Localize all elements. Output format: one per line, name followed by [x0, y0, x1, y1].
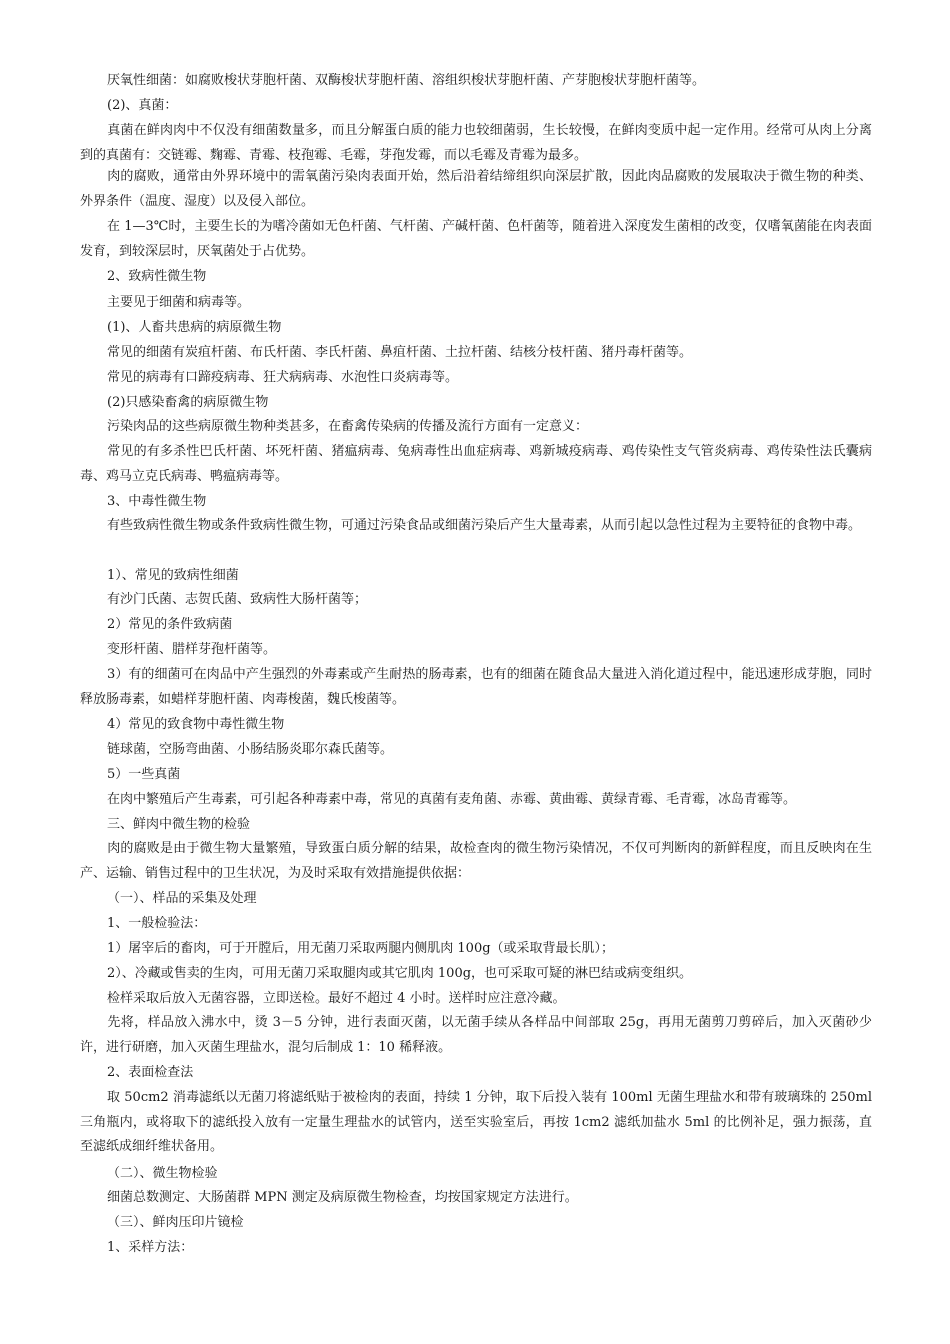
paragraph — [80, 1011, 872, 1060]
text-line: 检样采取后放入无菌容器，立即送检。最好不超过 4 小时。送样时应注意冷藏。 — [107, 991, 566, 1006]
section-heading: 1、采样方法： — [107, 1240, 194, 1255]
text-line: 在肉中繁殖后产生毒素，可引起各种毒素中毒，常见的真菌有麦角菌、赤霉、黄曲霉、黄绿青霉、毛青霉，冰岛青霉等。 — [107, 792, 797, 807]
section-heading: （二）、微生物检验 — [107, 1166, 218, 1181]
text-line: 厌氧性细菌：如腐败梭状芽胞杆菌、双酶梭状芽胞杆菌、溶组织梭状芽胞杆菌、产芽胞梭状芽胞杆菌等。 — [107, 73, 706, 88]
paragraph-text: 肉的腐败是由于微生物大量繁殖，导致蛋白质分解的结果，故检查肉的微生物污染情况，不仅可判断肉的新鲜程度，而且反映肉在生产、运输、销售过程中的卫生状况，为及时采取有效措施提供依据： — [80, 841, 872, 881]
paragraph-text: 常见的有多杀性巴氏杆菌、坏死杆菌、猪瘟病毒、兔病毒性出血症病毒、鸡新城疫病毒、鸡传染性支气管炎病毒、鸡传染性法氏囊病毒、鸡马立克氏病毒、鸭瘟病毒等。 — [80, 444, 872, 484]
section-heading: 4）常见的致食物中毒性微生物 — [107, 717, 285, 732]
paragraph — [80, 119, 872, 168]
text-line: 常见的病毒有口蹄疫病毒、狂犬病病毒、水泡性口炎病毒等。 — [107, 370, 459, 385]
section-heading: 1）、常见的致病性细菌 — [107, 568, 239, 583]
paragraph-text: 有些致病性微生物或条件致病性微生物，可通过污染食品或细菌污染后产生大量毒素，从而引起以急性过程为主要特征的食物中毒。 — [107, 518, 862, 533]
paragraph-text: 3）有的细菌可在肉品中产生强烈的外毒素或产生耐热的肠毒素，也有的细菌在随食品大量进入消化道过程中，能迅速形成芽胞，同时释放肠毒素，如蜡样芽胞杆菌、肉毒梭菌，魏氏梭菌等。 — [80, 667, 872, 707]
section-heading: (2)只感染畜禽的病原微生物 — [107, 395, 269, 410]
paragraph — [80, 514, 872, 539]
section-heading: 三、鲜肉中微生物的检验 — [107, 817, 251, 832]
section-heading: 5）一些真菌 — [107, 767, 181, 782]
section-heading: （一）、样品的采集及处理 — [107, 891, 257, 906]
section-heading: (2)、真菌： — [107, 98, 178, 113]
section-heading: 1、一般检验法： — [107, 916, 207, 931]
paragraph-text: 真菌在鲜肉肉中不仅没有细菌数量多，而且分解蛋白质的能力也较细菌弱，生长较慢，在鲜肉变质中起一定作用。经常可从肉上分离到的真菌有：交链霉、麴霉、青霉、枝孢霉、毛霉，芽孢发霉，而以毛霉及青霉为最多。 — [80, 123, 872, 163]
paragraph — [80, 165, 872, 214]
paragraph — [80, 440, 872, 489]
paragraph-text: 肉的腐败，通常由外界环境中的需氧菌污染肉表面开始，然后沿着结缔组织向深层扩散，因此肉品腐败的发展取决于微生物的种类、外界条件（温度、湿度）以及侵入部位。 — [80, 169, 872, 209]
paragraph — [80, 1086, 872, 1160]
text-line: 2）、冷藏或售卖的生肉，可用无菌刀采取腿肉或其它肌肉 100g，也可采取可疑的淋巴结或病变组织。 — [107, 966, 693, 981]
section-heading: 2、表面检查法 — [107, 1065, 194, 1080]
section-heading: 2）常见的条件致病菌 — [107, 617, 233, 632]
text-line: 主要见于细菌和病毒等。 — [107, 295, 251, 310]
text-line: 细菌总数测定、大肠菌群 MPN 测定及病原微生物检查，均按国家规定方法进行。 — [107, 1190, 578, 1205]
section-heading: （三）、鲜肉压印片镜检 — [107, 1215, 244, 1230]
paragraph-text: 先将，样品放入沸水中，烫 3－5 分钟，进行表面灭菌，以无菌手续从各样品中间部取 25g，再用无菌剪刀剪碎后，加入灭菌砂少许，进行研磨，加入灭菌生理盐水，混匀后制成 1：10 稀释液。 — [80, 1015, 872, 1055]
text-line: 有沙门氏菌、志贺氏菌、致病性大肠杆菌等； — [107, 592, 368, 607]
section-heading: 3、中毒性微生物 — [107, 494, 207, 509]
text-line: 常见的细菌有炭疽杆菌、布氏杆菌、李氏杆菌、鼻疽杆菌、土拉杆菌、结核分枝杆菌、猪丹毒杆菌等。 — [107, 345, 693, 360]
paragraph — [80, 663, 872, 712]
text-line: 1）屠宰后的畜肉，可于开膛后，用无菌刀采取两腿内侧肌肉 100g（或采取背最长肌）； — [107, 941, 615, 956]
text-line: 污染肉品的这些病原微生物种类甚多，在畜禽传染病的传播及流行方面有一定意义： — [107, 419, 589, 434]
paragraph — [80, 837, 872, 886]
section-heading: (1)、人畜共患病的病原微生物 — [107, 320, 282, 335]
paragraph — [80, 215, 872, 264]
text-line: 变形杆菌、腊样芽孢杆菌等。 — [107, 642, 277, 657]
section-heading: 2、致病性微生物 — [107, 269, 207, 284]
paragraph-text: 在 1—3℃时，主要生长的为嗜冷菌如无色杆菌、气杆菌、产碱杆菌、色杆菌等，随着进入深度发生菌相的改变，仅嗜氧菌能在肉表面发育，到较深层时，厌氧菌处于占优势。 — [80, 219, 872, 259]
text-line: 链球菌，空肠弯曲菌、小肠结肠炎耶尔森氏菌等。 — [107, 742, 394, 757]
paragraph-text: 取 50cm2 消毒滤纸以无菌刀将滤纸贴于被检肉的表面，持续 1 分钟，取下后投入装有 100ml 无菌生理盐水和带有玻璃珠的 250ml 三角瓶内，或将取下的滤纸投入放有一定量生理盐水的试管内，送至实验室后，再按 1cm2 滤纸加盐水 5ml 的比例补足，强力振荡，直至滤纸成细纤维状备用。 — [80, 1090, 872, 1155]
